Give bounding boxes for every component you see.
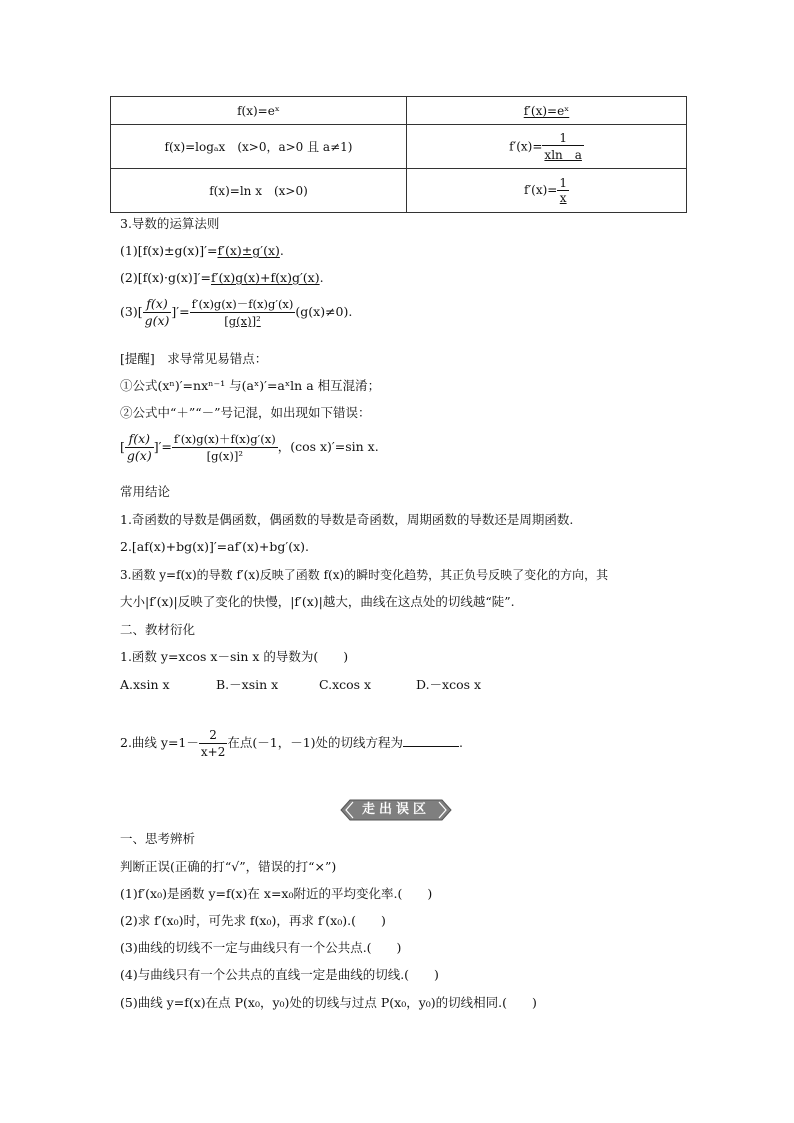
fraction-numerator: f(x) bbox=[146, 296, 168, 311]
fraction-numerator: 1 bbox=[559, 176, 567, 190]
tip-error-example bbox=[120, 431, 379, 464]
table-cell-function: f(x)=ln x (x>0) bbox=[111, 169, 407, 213]
judge-item: (2)求 f′(x₀)时，可先求 f(x₀)，再求 f′(x₀).( ) bbox=[120, 913, 386, 928]
question-1: 1.函数 y=xcos x－sin x 的导数为( ) bbox=[120, 649, 349, 664]
table-cell-function: f(x)=eˣ bbox=[111, 97, 407, 125]
table-row bbox=[111, 125, 687, 169]
question-2-end: . bbox=[459, 735, 464, 750]
question-2 bbox=[120, 727, 463, 760]
derivative-prefix: f′(x)= bbox=[524, 183, 558, 197]
rule-3-prefix: (3)[ bbox=[120, 304, 143, 319]
derivative-answer: f′(x)=eˣ bbox=[523, 103, 570, 118]
fraction-numerator: f′(x)g(x)－f(x)g′(x) bbox=[191, 297, 294, 311]
fraction-denominator: x bbox=[559, 191, 567, 205]
fraction-denominator: xln a bbox=[544, 147, 582, 162]
conclusion-1: 1.奇函数的导数是偶函数，偶函数的导数是奇函数，周期函数的导数还是周期函数. bbox=[120, 512, 574, 527]
rule-1-answer: f′(x)±g′(x) bbox=[217, 243, 280, 258]
judge-item: (5)曲线 y=f(x)在点 P(x₀，y₀)处的切线与过点 P(x₀，y₀)的切线相同.( ) bbox=[120, 995, 537, 1010]
fraction-denominator: g(x) bbox=[126, 448, 152, 463]
conclusion-3-line-2: 大小|f′(x)|反映了变化的快慢，|f′(x)|越大，曲线在这点处的切线越“陡”. bbox=[120, 594, 515, 609]
fraction-numerator: 2 bbox=[209, 728, 217, 742]
rule-3 bbox=[120, 296, 352, 329]
conclusions-heading: 常用结论 bbox=[120, 484, 171, 499]
conclusion-3-line-1: 3.函数 y=f(x)的导数 f′(x)反映了函数 f(x)的瞬时变化趋势，其正负号反映了变化的方向，其 bbox=[120, 568, 609, 582]
question-2-suffix: 在点(－1，－1)处的切线方程为 bbox=[227, 735, 404, 750]
error-quotient bbox=[125, 431, 154, 464]
option-a: A.xsin x bbox=[120, 677, 170, 692]
fraction-denominator: [g(x)]² bbox=[224, 314, 261, 328]
error-prefix: [ bbox=[120, 439, 125, 454]
question-2-fraction bbox=[199, 727, 227, 760]
fraction-numerator: 1 bbox=[542, 131, 584, 146]
fraction-denominator: x+2 bbox=[200, 745, 226, 759]
tip-1: ①公式(xⁿ)′=nxⁿ⁻¹ 与(aˣ)′=aˣln a 相互混淆； bbox=[120, 378, 381, 393]
rule-2-prefix: (2)[f(x)·g(x)]′= bbox=[120, 270, 211, 285]
rule-1-prefix: (1)[f(x)±g(x)]′= bbox=[120, 243, 218, 258]
rule-3-mid: ]′= bbox=[171, 304, 190, 319]
table-cell-derivative bbox=[407, 97, 687, 125]
derivative-table bbox=[110, 96, 687, 213]
error-mid: ]′= bbox=[153, 439, 172, 454]
table-cell-derivative bbox=[407, 169, 687, 213]
rule-2 bbox=[120, 270, 324, 286]
rule-3-suffix: (g(x)≠0). bbox=[295, 304, 353, 319]
derivative-prefix: f′(x)= bbox=[509, 139, 543, 153]
conclusion-2: 2.[af(x)+bg(x)]′=af′(x)+bg′(x). bbox=[120, 539, 309, 554]
derivative-fraction bbox=[557, 176, 569, 205]
option-d: D.－xcos x bbox=[416, 677, 482, 692]
table-cell-derivative bbox=[407, 125, 687, 169]
judge-item: (1)f′(x₀)是函数 y=f(x)在 x=x₀附近的平均变化率.( ) bbox=[120, 886, 433, 901]
rule-3-answer bbox=[190, 296, 296, 329]
rule-3-quotient bbox=[143, 296, 172, 329]
fraction-denominator: g(x) bbox=[144, 313, 170, 328]
error-fraction bbox=[172, 431, 278, 464]
rule-1-suffix: . bbox=[279, 243, 284, 258]
judge-item: (4)与曲线只有一个公共点的直线一定是曲线的切线.( ) bbox=[120, 967, 439, 982]
table-row bbox=[111, 97, 687, 125]
tip-2: ②公式中“＋”“－”号记混，如出现如下错误： bbox=[120, 405, 371, 420]
question-2-prefix: 2.曲线 y=1－ bbox=[120, 735, 199, 750]
textbook-heading: 二、教材衍化 bbox=[120, 622, 196, 637]
rules-heading: 3.导数的运算法则 bbox=[120, 216, 220, 231]
rule-2-answer: f′(x)g(x)+f(x)g′(x) bbox=[210, 270, 320, 285]
derivative-fraction bbox=[542, 131, 584, 163]
error-suffix: ，(cos x)′=sin x. bbox=[277, 439, 379, 454]
table-cell-function: f(x)=logₐx (x>0，a>0 且 a≠1) bbox=[111, 125, 407, 169]
section-banner bbox=[340, 799, 452, 821]
judge-item: (3)曲线的切线不一定与曲线只有一个公共点.( ) bbox=[120, 940, 402, 955]
fraction-denominator: [g(x)]² bbox=[172, 447, 278, 464]
table-row bbox=[111, 169, 687, 213]
fraction-numerator: f′(x)g(x)＋f(x)g′(x) bbox=[173, 432, 276, 446]
answer-blank[interactable] bbox=[403, 734, 459, 747]
judge-instructions: 判断正误(正确的打“√”，错误的打“×”) bbox=[120, 859, 337, 874]
option-c: C.xcos x bbox=[319, 677, 372, 692]
banner-label: 走出误区 bbox=[361, 802, 430, 817]
tips-title: [提醒] 求导常见易错点： bbox=[120, 351, 268, 366]
rule-2-suffix: . bbox=[319, 270, 324, 285]
judge-heading: 一、思考辨析 bbox=[120, 831, 196, 846]
option-b: B.－xsin x bbox=[216, 677, 279, 692]
fraction-numerator: f(x) bbox=[128, 431, 151, 446]
rule-1 bbox=[120, 243, 284, 259]
